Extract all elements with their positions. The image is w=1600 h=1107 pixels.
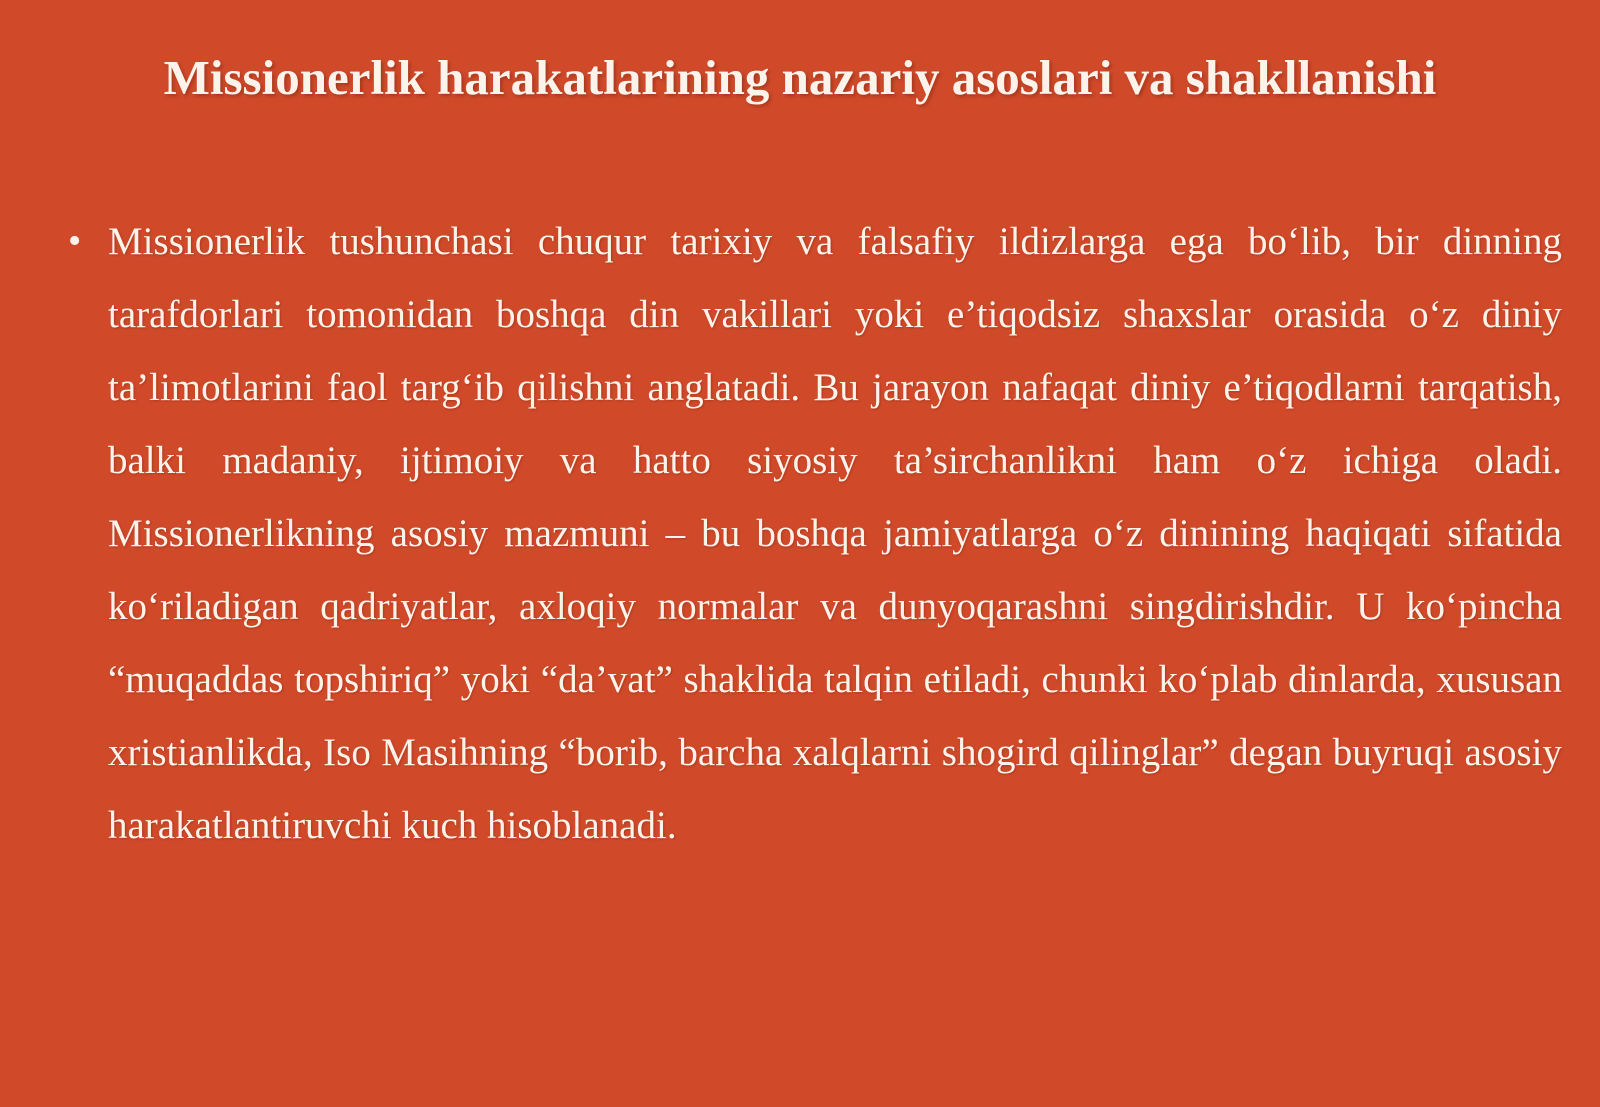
- bullet-list: [60, 205, 1562, 862]
- slide-title: Missionerlik harakatlarining nazariy asoslari va shakllanishi: [163, 50, 1437, 105]
- list-item: [60, 205, 1562, 862]
- bullet-icon: •: [68, 220, 82, 262]
- bullet-text: Missionerlik tushunchasi chuqur tarixiy va falsafiy ildizlarga ega bo‘lib, bir dinning tarafdorlari tomonidan boshqa din vakillari yoki e’tiqodsiz shaxslar orasida o‘z diniy ta’limotlarini faol targ‘ib qilishni anglatadi. Bu jarayon nafaqat diniy e’tiqodlarni tarqatish, balki madaniy, ijtimoiy va hatto siyosiy ta’sirchanlikni ham o‘z ichiga oladi. Missionerlikning asosiy mazmuni – bu boshqa jamiyatlarga o‘z dinining haqiqati sifatida ko‘riladigan qadriyatlar, axloqiy normalar va dunyoqarashni singdirishdir. U ko‘pincha “muqaddas topshiriq” yoki “da’vat” shaklida talqin etiladi, chunki ko‘plab dinlarda, xususan xristianlikda, Iso Masihning “borib, barcha xalqlarni shogird qilinglar” degan buyruqi asosiy harakatlantiruvchi kuch hisoblanadi.: [108, 220, 1562, 847]
